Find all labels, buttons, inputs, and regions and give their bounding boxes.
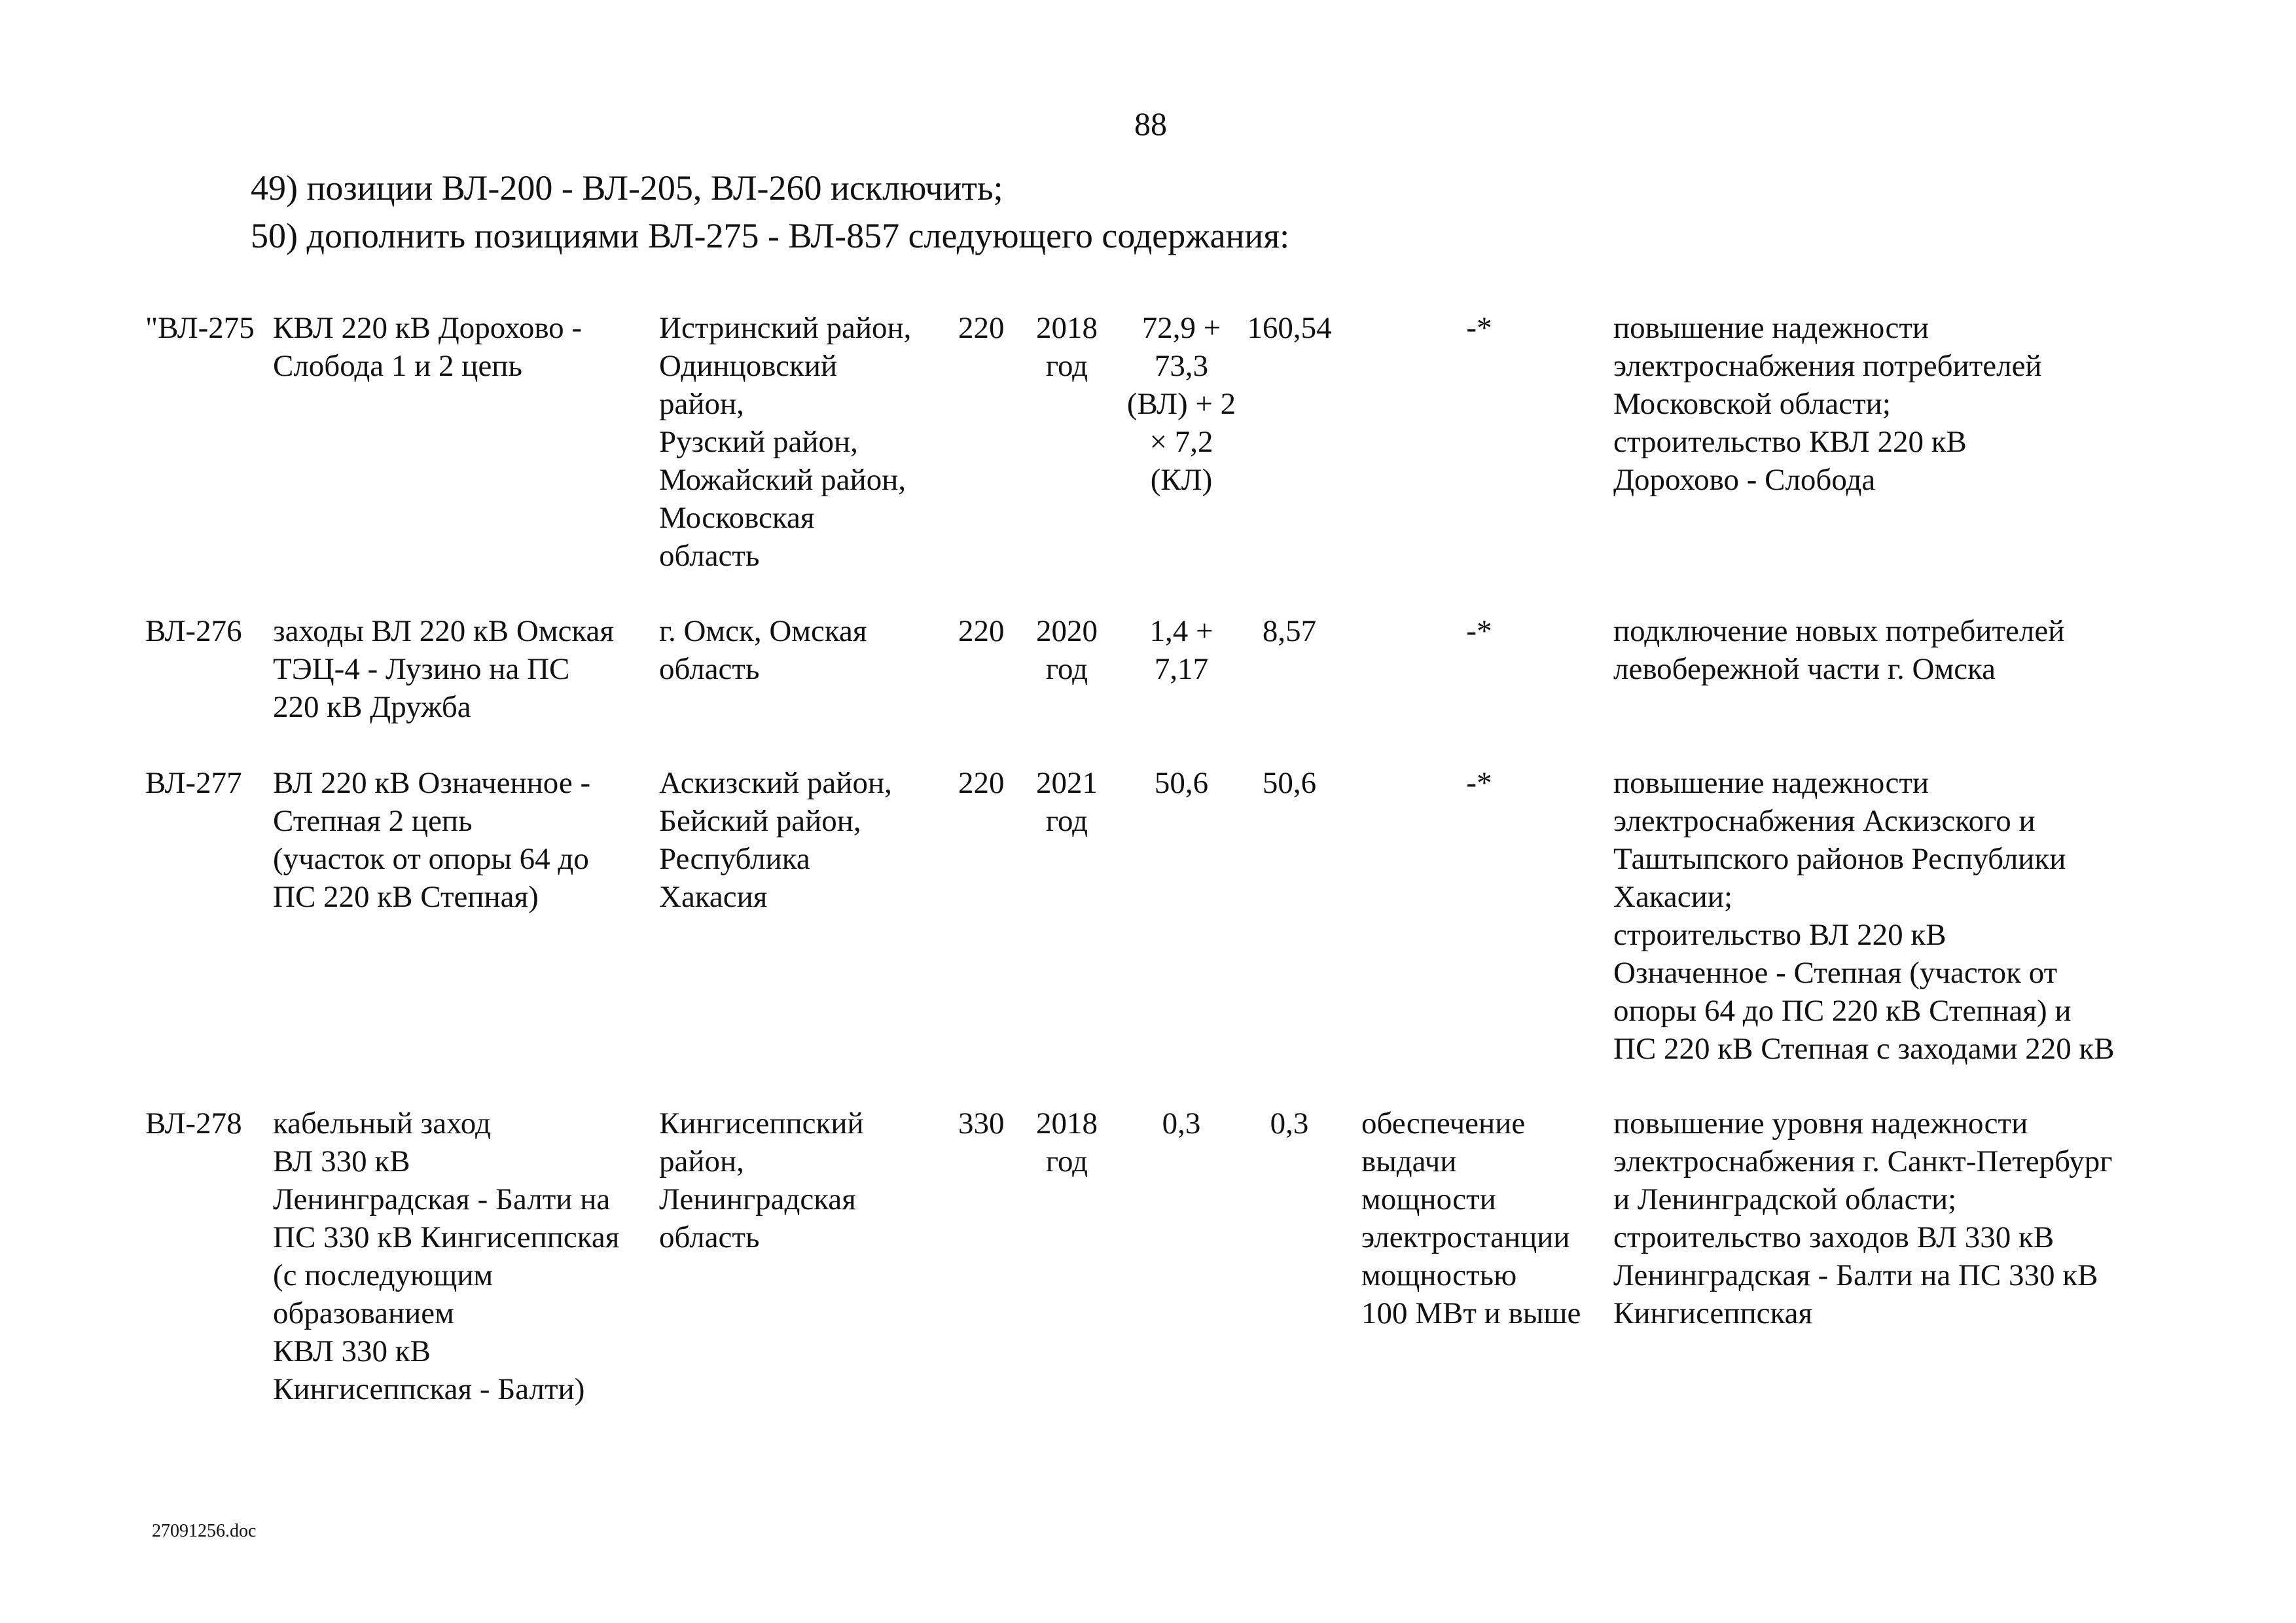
row-name: заходы ВЛ 220 кВ Омская ТЭЦ-4 - Лузино на ПС 220 кВ Дружба bbox=[273, 614, 615, 724]
row-name: КВЛ 220 кВ Дорохово - Слобода 1 и 2 цепь bbox=[273, 311, 583, 383]
row-region: Аскизский район, Бейский район, Республика Хакасия bbox=[659, 766, 892, 914]
row-year: 2020 год bbox=[1036, 614, 1098, 686]
row-total: 50,6 bbox=[1262, 766, 1317, 800]
row-year: 2021 год bbox=[1036, 766, 1098, 838]
row-length: 1,4 + 7,17 bbox=[1149, 614, 1213, 686]
row-length: 72,9 + 73,3 (ВЛ) + 2 × 7,2 (КЛ) bbox=[1126, 311, 1236, 497]
row-length: 0,3 bbox=[1162, 1106, 1201, 1140]
row-length: 50,6 bbox=[1154, 766, 1209, 800]
row-power: -* bbox=[1466, 614, 1492, 648]
row-voltage: 330 bbox=[958, 1106, 1005, 1140]
row-power: -* bbox=[1466, 311, 1492, 345]
row-power: -* bbox=[1466, 766, 1492, 800]
row-region: Истринский район, Одинцовский район, Рузский район, Можайский район, Московская область bbox=[659, 311, 912, 573]
page-number: 88 bbox=[1134, 105, 1167, 142]
row-purpose: повышение надежности электроснабжения Аскизского и Таштыпского районов Республики Хакасии; строительство ВЛ 220 кВ Означенное - Степная (участок от опоры 64 до ПС 220 кВ Степная) и ПС 220 кВ Степная с заходами 220 кВ bbox=[1613, 766, 2115, 1066]
intro-item-50: 50) дополнить позициями ВЛ-275 - ВЛ-857 следующего содержания: bbox=[251, 216, 1290, 255]
row-year: 2018 год bbox=[1036, 1106, 1098, 1178]
row-voltage: 220 bbox=[958, 311, 1005, 345]
row-total: 0,3 bbox=[1270, 1106, 1309, 1140]
row-region: Кингисеппский район, Ленинградская область bbox=[659, 1106, 864, 1254]
intro-item-49: 49) позиции ВЛ-200 - ВЛ-205, ВЛ-260 исключить; bbox=[251, 168, 1003, 208]
row-code: ВЛ-276 bbox=[145, 614, 242, 648]
row-name: кабельный заход ВЛ 330 кВ Ленинградская - Балти на ПС 330 кВ Кингисеппская (с последующим образованием КВЛ 330 кВ Кингисеппская - Балти) bbox=[273, 1106, 620, 1406]
row-region: г. Омск, Омская область bbox=[659, 614, 867, 686]
row-total: 160,54 bbox=[1247, 311, 1332, 345]
row-total: 8,57 bbox=[1262, 614, 1317, 648]
document-filename: 27091256.doc bbox=[152, 1521, 257, 1541]
row-name: ВЛ 220 кВ Означенное - Степная 2 цепь (участок от опоры 64 до ПС 220 кВ Степная) bbox=[273, 766, 591, 914]
row-purpose: повышение надежности электроснабжения потребителей Московской области; строительство КВЛ 220 кВ Дорохово - Слобода bbox=[1613, 311, 2042, 497]
row-code: ВЛ-278 bbox=[145, 1106, 242, 1140]
row-voltage: 220 bbox=[958, 614, 1005, 648]
row-purpose: подключение новых потребителей левобережной части г. Омска bbox=[1613, 614, 2065, 686]
row-power: обеспечение выдачи мощности электростанции мощностью 100 МВт и выше bbox=[1361, 1106, 1581, 1330]
row-code: ВЛ-277 bbox=[145, 766, 242, 800]
row-code: "ВЛ-275 bbox=[145, 311, 255, 345]
row-purpose: повышение уровня надежности электроснабжения г. Санкт-Петербург и Ленинградской области; строительство заходов ВЛ 330 кВ Ленинградская - Балти на ПС 330 кВ Кингисеппская bbox=[1613, 1106, 2113, 1330]
row-voltage: 220 bbox=[958, 766, 1005, 800]
row-year: 2018 год bbox=[1036, 311, 1098, 383]
